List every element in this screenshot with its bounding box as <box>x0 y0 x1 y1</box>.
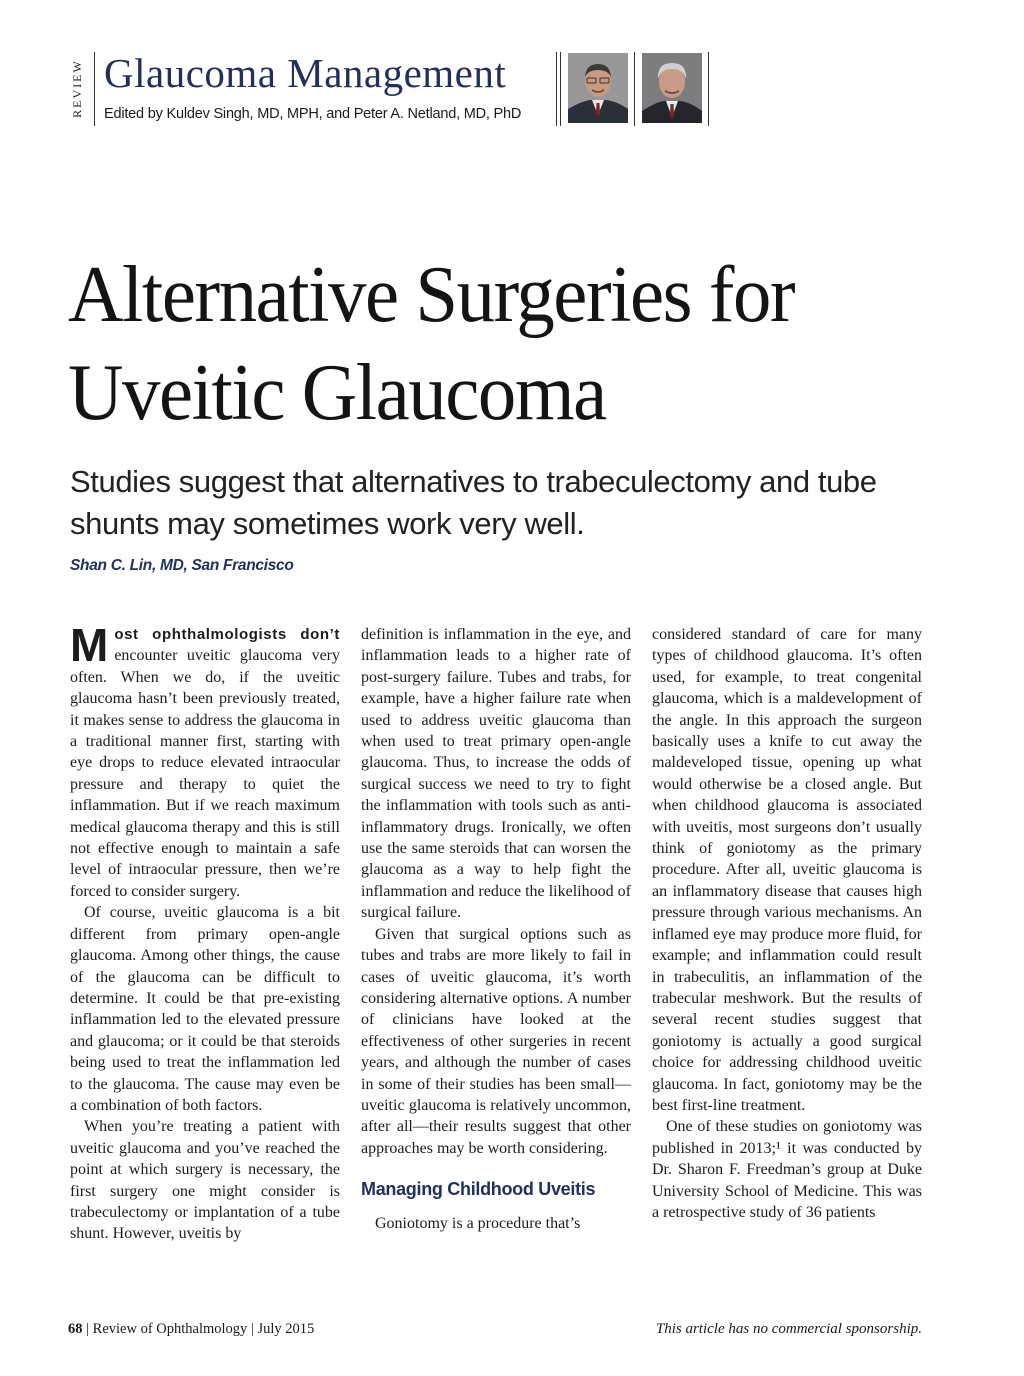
paragraph: Given that surgical options such as tubes and trabs are more likely to fail in cases of uveitic glaucoma, it’s worth considering alternative options. A number of clinicians have looked at the effectiveness of other surgeries in recent years, and although the number of cases in some of their studies has been small—uveitic glaucoma is relatively uncommon, after all—their results suggest that other approaches may be worth considering. <box>361 925 631 1157</box>
editors-line: Edited by Kuldev Singh, MD, MPH, and Peter A. Netland, MD, PhD <box>104 106 522 122</box>
section-title: Glaucoma Management <box>104 50 507 96</box>
editor-photo-singh <box>568 53 628 123</box>
sponsorship-disclaimer: This article has no commercial sponsorship. <box>655 1321 922 1337</box>
paragraph: Of course, uveitic glaucoma is a bit different from primary open-angle glaucoma. Among other things, the cause of the glaucoma can be difficult to determine. It could be that pre-existing inflammation led to the elevated pressure and glaucoma; or it could be that steroids being used to treat the inflammation led to the glaucoma. The cause may even be a combination of both factors. <box>70 904 340 1114</box>
header-divider-mid2 <box>560 52 561 126</box>
paragraph: Goniotomy is a procedure that’s <box>375 1214 581 1232</box>
paragraph: definition is inflammation in the eye, and inflammation leads to a higher rate of post-surgery failure. Tubes and trabs, for example, have a higher failure rate when used to address uveitic glaucoma than when used to treat primary open-angle glaucoma. Thus, to increase the odds of surgical success we need to try to fight the inflammation with tools such as anti-inflammatory drugs. Ironically, we often use the same steroids that can worsen the glaucoma as a way to help fight the inflammation and reduce the likelihood of surgical failure. <box>361 626 631 922</box>
column-3 <box>652 624 922 1223</box>
paragraph: One of these studies on goniotomy was published in 2013;¹ it was conducted by Dr. Sharon F. Freedman’s group at Duke University School of Medicine. This was a retrospective study of 36 patients <box>652 1118 922 1221</box>
footer-separator: | <box>250 1321 254 1337</box>
lead-in: ost ophthalmologists don’t <box>114 626 340 643</box>
review-label: REVIEW <box>69 58 84 118</box>
header-divider-left <box>94 52 95 126</box>
paragraph: considered standard of care for many types of childhood glaucoma. It’s often used, for example, to treat congenital glaucoma, which is a maldevelopment of the angle. In this approach the surgeon basically uses a knife to cut away the maldeveloped tissue, opening up what would otherwise be a closed angle. But when childhood glaucoma is associated with uveitis, most surgeons don’t usually think of goniotomy as the primary procedure. After all, uveitic glaucoma is an inflammatory disease that causes high pressure through various mechanisms. An inflamed eye may produce more fluid, for example; and inflammation could result in trabeculitis, an inflammation of the trabecular meshwork. But the results of several recent studies suggest that goniotomy is actually a good surgical choice for addressing childhood uveitic glaucoma. In fact, goniotomy may be the best first-line treatment. <box>652 626 922 1114</box>
issue-date: July 2015 <box>257 1321 315 1337</box>
paragraph <box>70 619 340 902</box>
paragraph-text: encounter uveitic glaucoma very often. When we do, if the uveitic glaucoma hasn’t been previously treated, it makes sense to address the glaucoma in a traditional manner first, starting with eye drops to reduce elevated intraocular pressure and therapy to quiet the inflammation. But if we reach maximum medical glaucoma therapy and this is still not effective enough to maintain a safe level of intraocular pressure, then we’re forced to consider surgery. <box>70 647 340 900</box>
byline: Shan C. Lin, MD, San Francisco <box>70 557 294 574</box>
paragraph: When you’re treating a patient with uveitic glaucoma and you’ve reached the point at which surgery is necessary, the first surgery one might consider is trabeculectomy or implantation of a tube shunt. However, uveitis by <box>70 1118 340 1243</box>
publication-name: Review of Ophthalmology <box>92 1321 248 1337</box>
column-2 <box>361 624 631 1234</box>
page-number: 68 <box>68 1321 83 1337</box>
drop-cap: M <box>70 619 109 671</box>
column-1 <box>70 619 340 1245</box>
article-title-line2: Uveitic Glaucoma <box>68 349 606 437</box>
article-subtitle: Studies suggest that alternatives to trabeculectomy and tube shunts may sometimes work very well. <box>70 464 877 541</box>
section-heading: Managing Childhood Uveitis <box>361 1179 596 1200</box>
header-divider-photos <box>634 52 635 126</box>
editor-photo-netland <box>642 53 702 123</box>
article-title <box>68 246 932 442</box>
header-divider-right <box>708 52 709 126</box>
header-divider-mid <box>556 52 557 126</box>
footer-separator: | <box>86 1321 90 1337</box>
article-title-line1: Alternative Surgeries for <box>68 251 795 339</box>
footer-folio <box>68 1321 314 1338</box>
